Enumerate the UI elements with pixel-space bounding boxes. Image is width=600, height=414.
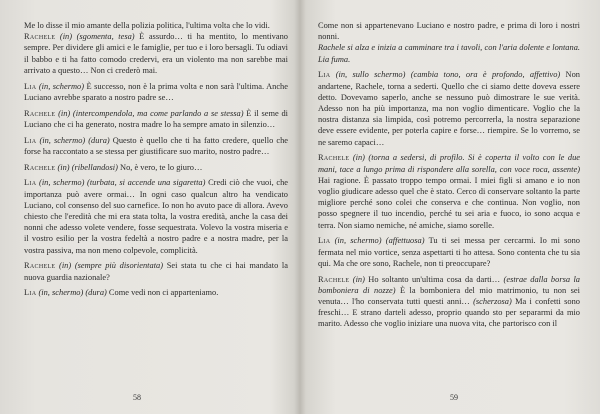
dialogue-text: Questo è quello che ti ha fatto credere, quello che forse ha raccontato a se stessa per giustificare suo marito, nostro padre…: [24, 135, 288, 156]
script-paragraph: [318, 69, 580, 147]
dialogue-text: No, è vero, te lo giuro…: [117, 162, 203, 172]
stage-direction: (in) (intercompendola, ma come parlando a se stessa): [58, 108, 244, 118]
dialogue-text: Tu ti sei messa per cercarmi. Io mi sono fermata nel mio vortice, senza aspettarti ti ho attesa. Sono contenta che tu sia qui. Ma che ore sono, Rachele, non ti preoccupare?: [318, 236, 581, 268]
right-page-text: [318, 20, 580, 330]
script-paragraph: [24, 162, 288, 173]
speaker-name: Rachele: [24, 108, 56, 118]
script-paragraph: [24, 260, 288, 282]
stage-direction: (in, schermo) (turbata, si accende una sigaretta): [39, 178, 206, 188]
speaker-name: Rachele: [24, 261, 56, 271]
stage-direction: (estrae dalla borsa la bomboniera di nozze): [318, 274, 580, 295]
dialogue-text: Hai ragione. È passato troppo tempo ormai. I miei figli si amano e io non voglio giudicare adesso quel che è stato. Cerco di conservare soltanto la parte migliore perché sono colei che conserva e che continua. Non voglio, non posso spegnere il tuo incendio, perché tu sei aria e fuoco, io sono acqua e terra. Non siamo nemiche, né amiche, siamo sorelle.: [318, 175, 580, 230]
dialogue-text: È il seme di Luciano che ci ha generato, nostra madre lo ha sempre amato in silenzio…: [24, 108, 288, 129]
dialogue-text: Ho soltanto un'ultima cosa da darti…: [364, 274, 504, 284]
script-paragraph: [24, 20, 288, 76]
dialogue-text: Sei stata tu che ci hai mandato la nuova guardia nazionale?: [24, 261, 289, 282]
stage-direction: (in, sullo schermo) (cambia tono, ora è profondo, affettivo): [335, 70, 561, 80]
script-paragraph: [24, 177, 288, 255]
dialogue-text: Credi ciò che vuoi, che importanza può avere ormai… In ogni caso qualcun altro ha vendicato Luciano, col consenso del suo carnefice. Io non ho avuto pace di allora. Avevo chiesto che l'eredità che mi era stata tolta, la vostra eredità, anche la casa dei nonni che adesso volete vendere, fosse sequestrata. Volevo la vostra miseria e il vostro esilio per la vostra fedeltà a nostro padre e a nostra madre, per la vostra passiva, ma non meno colpevole, complicità.: [24, 178, 288, 255]
dialogue-text: È assurdo… ti ha mentito, lo mentivano sempre. Per dividere gli amici e le famiglie, per tuo e i loro bersagli. Tu odiavi il babbo e ti ha fatto comodo credervi, era un violento ma non sarebbe mai arrivato a questo… Non ci crederò mai.: [24, 32, 288, 75]
stage-direction: (in) (sempre più disorientata): [59, 261, 164, 271]
stage-direction: (in) (torna a sedersi, di profilo. Si è coperta il volto con le due mani, tace a lungo prima di rispondere alla sorella, con voce roca, assente): [318, 153, 580, 174]
stage-direction: (in, schermo) (dura): [39, 135, 110, 145]
dialogue-text: Non andartene, Rachele, torna a sederti. Quello che ci siamo dette doveva essere detto. Dovevamo saperlo, anche se nessuno può dimostrare le sue verità. Adesso non ha più importanza, ma non voglio dimenticare. Voglio che la nostra distanza sia limpida, così potremo percorrerla, la nostra separazione deve essere evidente, per poterla capire e forse… riempire. Se lo vorremo, se ne saremo capaci…: [318, 70, 581, 147]
speaker-name: Lia: [318, 70, 331, 80]
left-page-number: 58: [133, 393, 141, 402]
left-page-text: [24, 20, 288, 299]
dialogue-text: Me lo disse il mio amante della polizia politica, l'ultima volta che lo vidi.: [24, 21, 270, 30]
script-paragraph: [24, 108, 288, 130]
right-page: [300, 0, 600, 414]
speaker-name: Rachele: [318, 153, 350, 163]
script-paragraph: [318, 274, 580, 330]
stage-direction: (scherzosa): [473, 297, 512, 307]
stage-direction: (in, schermo) (dura): [38, 288, 107, 298]
right-page-number: 59: [450, 393, 458, 402]
script-paragraph: [24, 81, 288, 103]
speaker-name: Lia: [24, 135, 37, 145]
speaker-name: Lia: [24, 178, 37, 188]
stage-direction: (in) (sgomenta, tesa): [59, 32, 135, 42]
speaker-name: Lia: [24, 81, 37, 91]
script-paragraph: [318, 152, 580, 230]
stage-direction: (in, schermo) (affettuosa): [334, 236, 425, 246]
speaker-name: Rachele: [318, 274, 350, 284]
speaker-name: Rachele: [24, 162, 56, 172]
stage-direction: Rachele si alza e inizia a camminare tra i tavoli, con l'aria dolente e lontana. Lia fuma.: [318, 43, 580, 64]
script-paragraph: [318, 235, 580, 269]
dialogue-text: È la bomboniera del mio matrimonio, tu non sei venuta… l'ho conservata tutti questi anni…: [318, 285, 580, 307]
stage-direction: (in) (ribellandosi): [57, 162, 118, 172]
speaker-name: Lia: [318, 236, 331, 246]
speaker-name: Rachele: [24, 32, 56, 42]
script-paragraph: [318, 20, 580, 65]
script-paragraph: [24, 287, 288, 298]
script-paragraph: [24, 135, 288, 157]
stage-direction: (in): [352, 274, 365, 284]
speaker-name: Lia: [24, 288, 37, 298]
dialogue-text: Come vedi non ci apparteniamo.: [106, 288, 219, 298]
dialogue-text: Come non si appartenevano Luciano e nostro padre, e prima di loro i nostri nonni.: [318, 21, 580, 42]
stage-direction: (in, schermo): [38, 81, 85, 91]
dialogue-text: È successo, non è la prima volta e non sarà l'ultima. Anche Luciano avrebbe sparato a nostro padre se…: [24, 81, 288, 102]
dialogue-text: Ma i confetti sono freschi… E strano darteli adesso, proprio quando sto per separarmi da mio marito. Adesso che voglio iniziare una nuova vita, che partorisco con il: [318, 297, 580, 329]
